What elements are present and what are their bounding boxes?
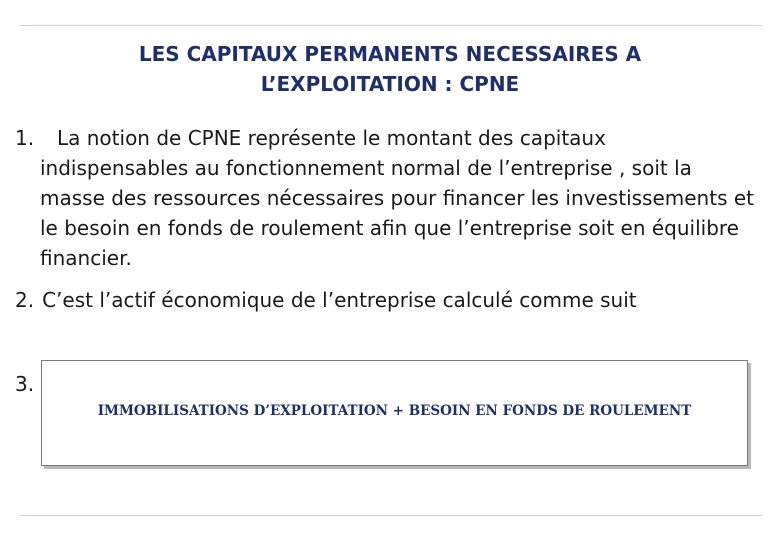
formula-box xyxy=(41,360,748,466)
list-item-2 xyxy=(15,285,637,315)
formula-text: IMMOBILISATIONS D’EXPLOITATION + BESOIN EN FONDS DE ROULEMENT xyxy=(97,403,692,419)
top-divider xyxy=(20,25,762,26)
title-line-1: LES CAPITAUX PERMANENTS NECESSAIRES A xyxy=(138,42,642,66)
item-text-first-line: La notion de CPNE représente le montant des capitaux xyxy=(57,126,606,150)
bottom-divider xyxy=(20,515,762,516)
item-number: 1. xyxy=(15,126,35,150)
item-text xyxy=(40,123,760,273)
list-item-1 xyxy=(15,123,760,273)
item-text-continuation: indispensables au fonctionnement normal de l’entreprise , soit la masse des ressources nécessaires pour financer les investissements et le besoin en fonds de roulement afin que l’entreprise soit en équilibre financier. xyxy=(40,156,754,270)
list-item-3 xyxy=(15,369,34,399)
item-text: C’est l’actif économique de l’entreprise calculé comme suit xyxy=(42,288,637,312)
title-line-2: L’EXPLOITATION : CPNE xyxy=(260,72,520,96)
item-number: 3. xyxy=(15,372,35,396)
slide-title xyxy=(0,39,780,99)
item-number: 2. xyxy=(15,288,35,312)
